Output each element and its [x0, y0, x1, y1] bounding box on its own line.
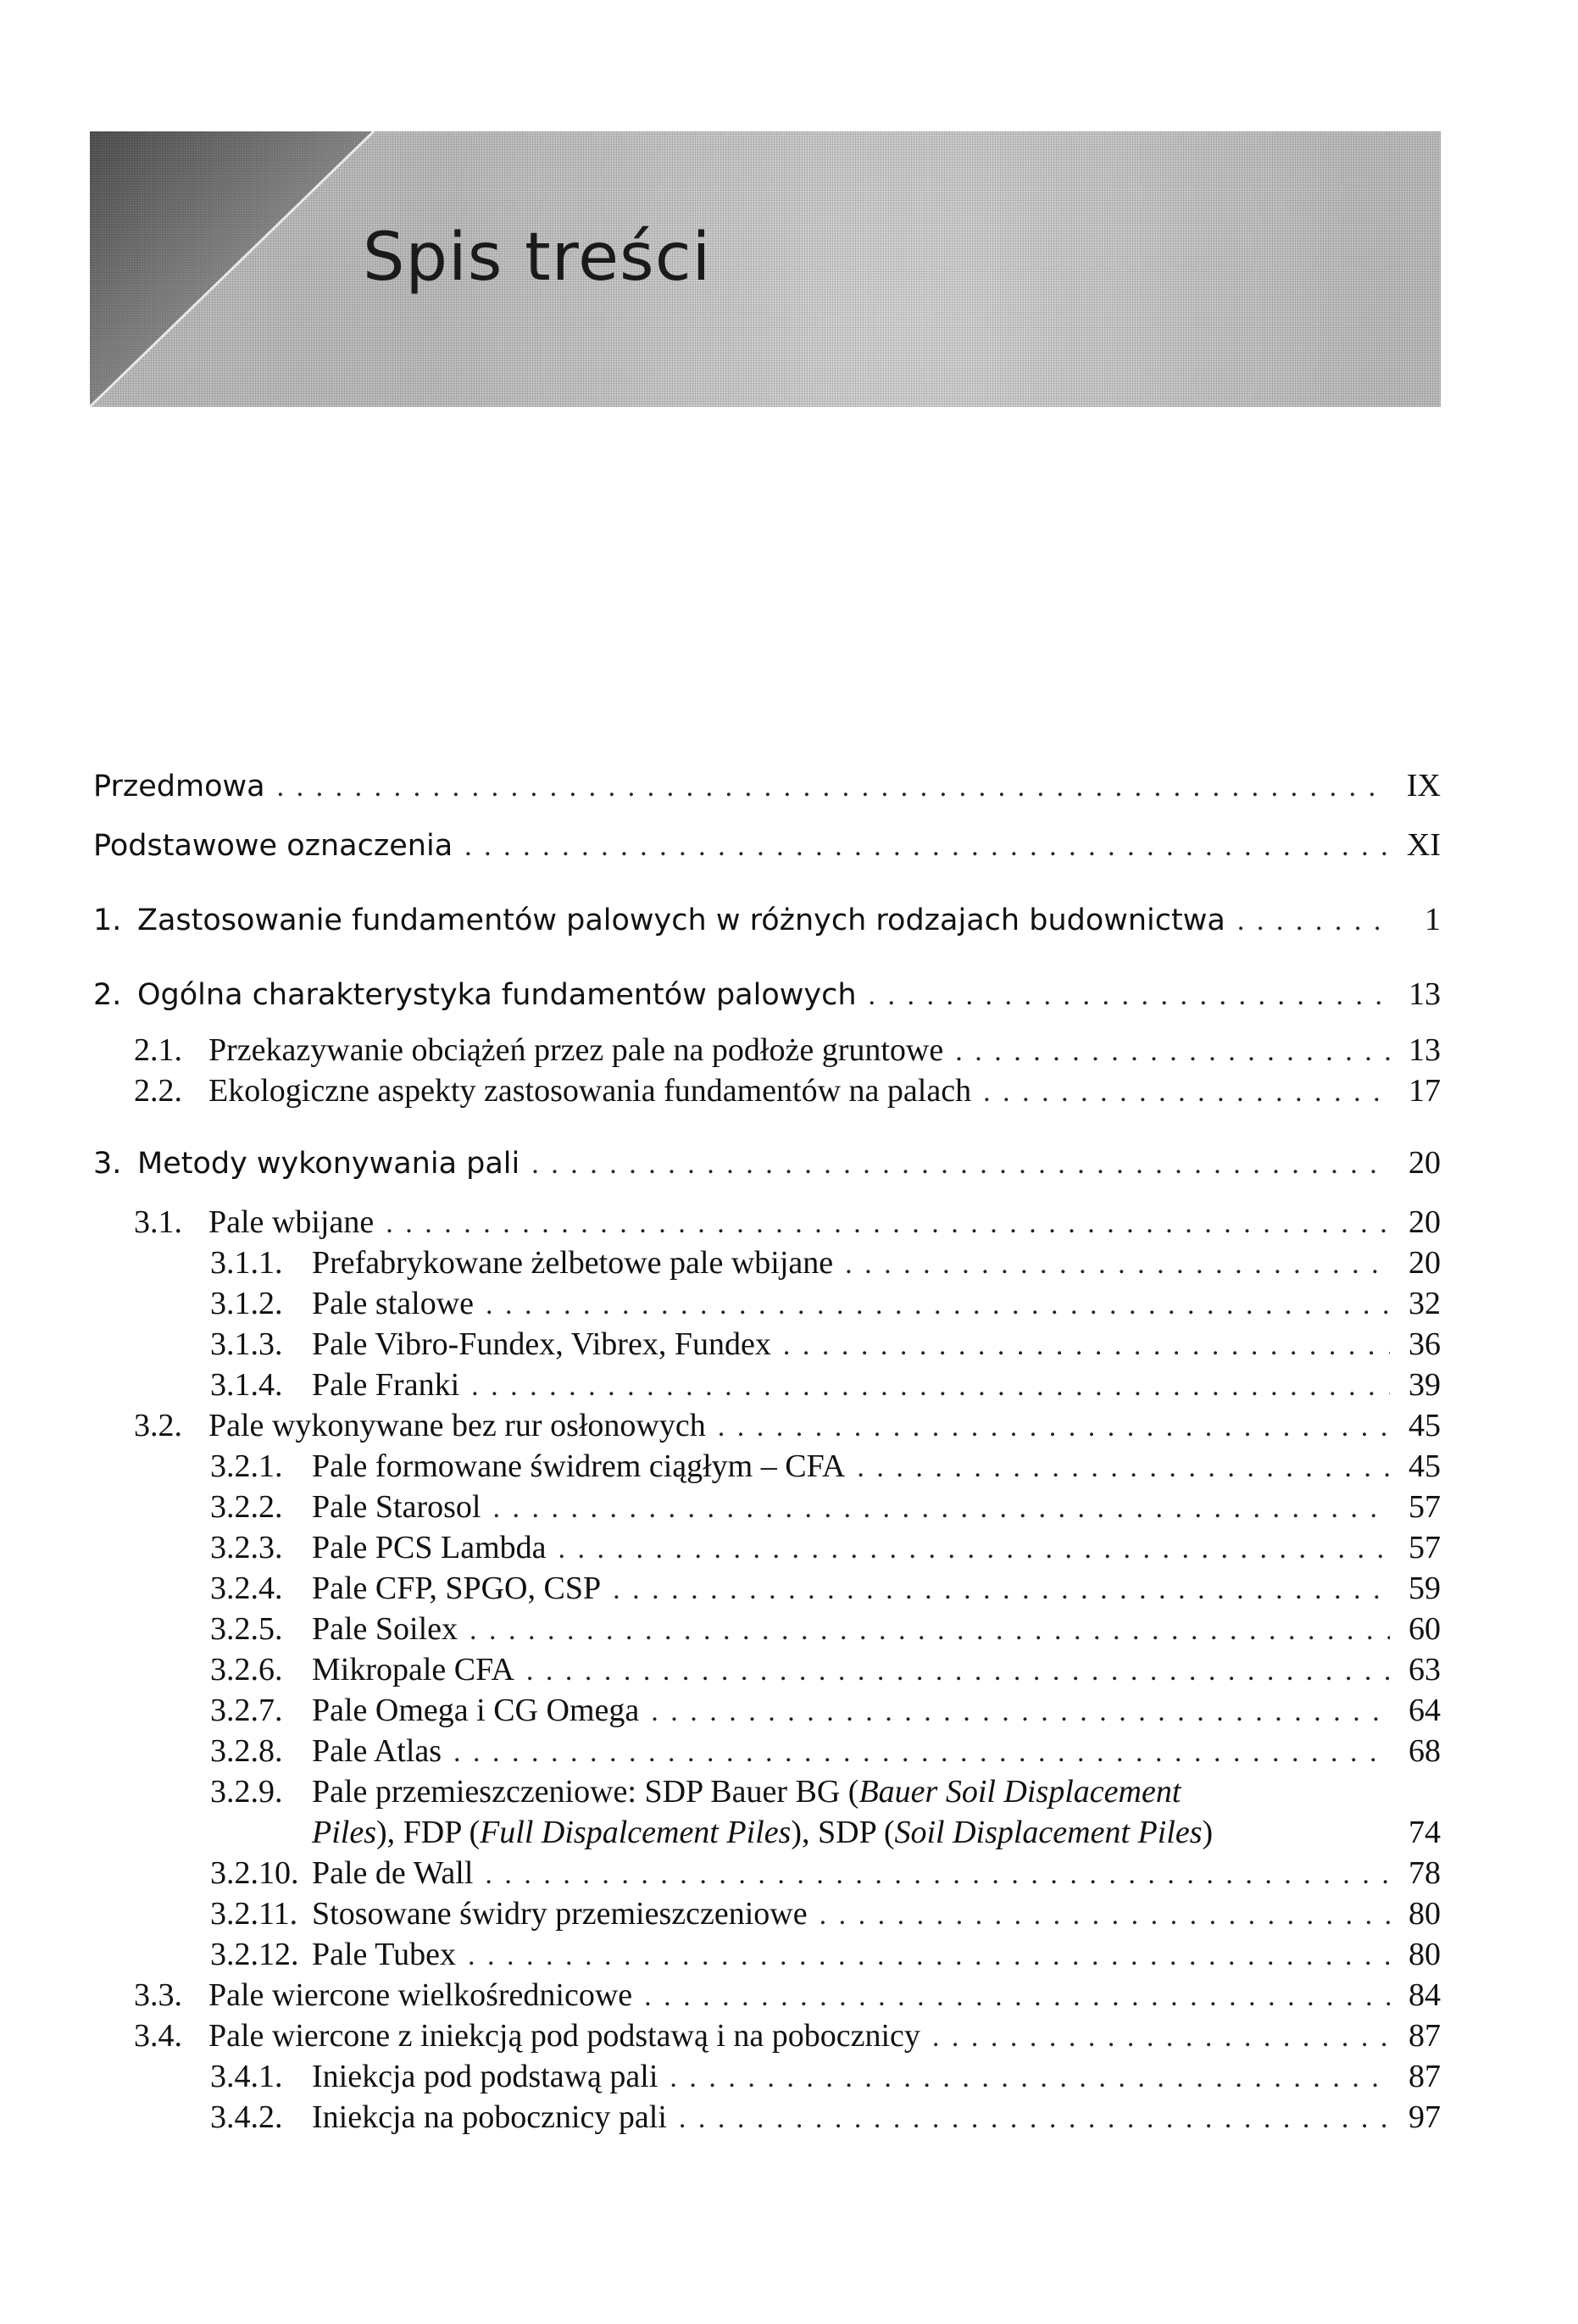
toc-title: Pale de Wall	[312, 1855, 474, 1891]
toc-entry-3-2-10[interactable]	[93, 1854, 1441, 1893]
dot-leader	[857, 1452, 1390, 1484]
dot-leader	[277, 771, 1390, 803]
toc-entry-3-2-12[interactable]	[93, 1936, 1441, 1975]
dot-leader	[983, 1076, 1390, 1109]
dot-leader	[1237, 905, 1390, 937]
toc-title: Pale wykonywane bez rur osłonowych	[208, 1408, 706, 1443]
toc-page: 20	[1409, 1145, 1441, 1181]
toc-entry-chapter-2[interactable]	[93, 976, 1441, 1015]
toc-title: Pale Vibro-Fundex, Vibrex, Fundex	[312, 1326, 771, 1362]
toc-title: Iniekcja pod podstawą pali	[312, 2059, 658, 2094]
toc-entry-oznaczenia[interactable]	[93, 826, 1441, 865]
toc-title: Iniekcja na pobocznicy pali	[312, 2099, 667, 2135]
toc-title: Pale Starosol	[312, 1489, 481, 1525]
toc-number: 3.4.1.	[210, 2059, 283, 2094]
toc-title: Pale CFP, SPGO, CSP	[312, 1571, 602, 1606]
toc-title-part: ), SDP (	[791, 1815, 895, 1850]
toc-page: 17	[1409, 1073, 1441, 1109]
toc-page: 63	[1409, 1652, 1441, 1687]
toc-entry-3-2-8[interactable]	[93, 1732, 1441, 1771]
toc-number: 3.2.10.	[210, 1855, 299, 1891]
toc-number: 2.2.	[134, 1073, 182, 1109]
toc-number: 3.2.7.	[210, 1693, 283, 1728]
toc-number: 2.	[93, 978, 122, 1012]
toc-page: 57	[1409, 1530, 1441, 1565]
toc-title: Zastosowanie fundamentów palowych w różnych rodzajach budownictwa	[137, 903, 1225, 937]
toc-title: Przekazywanie obciążeń przez pale na podłoże gruntowe	[208, 1032, 944, 1068]
toc-page: 45	[1409, 1408, 1441, 1443]
toc-page: 45	[1409, 1448, 1441, 1484]
dot-leader	[718, 1411, 1390, 1443]
header-banner	[90, 131, 1441, 407]
toc-entry-chapter-3[interactable]	[93, 1144, 1441, 1183]
toc-page: 74	[1409, 1815, 1441, 1850]
dot-leader	[670, 2062, 1390, 2094]
toc-number: 2.1.	[134, 1032, 182, 1068]
toc-number: 3.2.	[134, 1408, 182, 1443]
toc-number: 3.2.9.	[210, 1774, 283, 1810]
toc-page: 78	[1409, 1855, 1441, 1891]
toc-number: 3.2.5.	[210, 1611, 283, 1647]
toc-page: 87	[1409, 2059, 1441, 2094]
toc-title: Podstawowe oznaczenia	[93, 829, 453, 863]
toc-title: Ogólna charakterystyka fundamentów palowych	[137, 978, 857, 1012]
toc-title-part: Pale przemieszczeniowe: SDP Bauer BG (	[312, 1774, 859, 1810]
dot-leader	[470, 1615, 1390, 1647]
dot-leader	[492, 1493, 1390, 1525]
toc-entry-3-1-4[interactable]	[93, 1366, 1441, 1405]
toc-number: 3.2.4.	[210, 1571, 283, 1606]
dot-leader	[955, 1036, 1390, 1068]
dot-leader	[651, 1696, 1390, 1728]
toc-title: Pale formowane świdrem ciągłym – CFA	[312, 1448, 846, 1484]
dot-leader	[644, 1981, 1390, 2013]
toc-title-italic: Full Dispalcement Piles	[480, 1815, 792, 1850]
toc-number: 3.2.2.	[210, 1489, 283, 1525]
toc-entry-3-4-1[interactable]	[93, 2058, 1441, 2097]
toc-entry-3-4-2[interactable]	[93, 2099, 1441, 2138]
toc-title: Pale wiercone wielkośrednicowe	[208, 1977, 633, 2013]
toc-title: Pale Tubex	[312, 1937, 456, 1972]
toc-title: Pale stalowe	[312, 1286, 475, 1321]
dot-leader	[531, 1148, 1390, 1181]
toc-entry-3-2-3[interactable]	[93, 1529, 1441, 1568]
toc-number: 3.1.4.	[210, 1367, 283, 1403]
dot-leader	[869, 980, 1390, 1012]
toc-entry-3-2-2[interactable]	[93, 1488, 1441, 1527]
toc-title: Pale Atlas	[312, 1733, 442, 1769]
toc-entry-przedmowa[interactable]	[93, 767, 1441, 806]
toc-title: Stosowane świdry przemieszczeniowe	[312, 1896, 808, 1932]
toc-entry-3-1[interactable]	[93, 1204, 1441, 1243]
toc-page: 64	[1409, 1693, 1441, 1728]
toc-title: Pale Soilex	[312, 1611, 458, 1647]
toc-page: 80	[1409, 1896, 1441, 1932]
toc-title: Przedmowa	[93, 770, 265, 803]
page-title: Spis treści	[363, 220, 712, 296]
toc-entry-2-2[interactable]	[93, 1072, 1441, 1111]
toc-page: XI	[1406, 827, 1441, 863]
toc-page: 36	[1409, 1326, 1441, 1362]
toc-title: Pale Omega i CG Omega	[312, 1693, 640, 1728]
toc-number: 3.2.8.	[210, 1733, 283, 1769]
toc-title-part: ), FDP (	[375, 1815, 481, 1850]
toc-title-part: )	[1202, 1815, 1214, 1850]
toc-number: 3.3.	[134, 1977, 182, 2013]
toc-page: 59	[1409, 1571, 1441, 1606]
toc-entry-2-1[interactable]	[93, 1031, 1441, 1070]
toc-entry-3-2-1[interactable]	[93, 1448, 1441, 1487]
toc-number: 3.1.1.	[210, 1245, 283, 1281]
toc-number: 3.4.	[134, 2018, 182, 2054]
dot-leader	[613, 1574, 1390, 1606]
dot-leader	[464, 831, 1390, 863]
toc-number: 3.1.	[134, 1204, 182, 1240]
dot-leader	[783, 1330, 1390, 1362]
toc-page: IX	[1406, 768, 1441, 803]
toc-title: Pale wbijane	[208, 1204, 375, 1240]
toc-page: 20	[1409, 1245, 1441, 1281]
dot-leader	[468, 1940, 1390, 1972]
toc-number: 3.2.6.	[210, 1652, 283, 1687]
toc-number: 3.	[93, 1147, 122, 1181]
toc-number: 3.2.3.	[210, 1530, 283, 1565]
toc-entry-chapter-1[interactable]	[93, 901, 1441, 940]
toc-page: 32	[1409, 1286, 1441, 1321]
dot-leader	[485, 1859, 1390, 1891]
toc-entry-3-2-5[interactable]	[93, 1610, 1441, 1649]
toc-page: 68	[1409, 1733, 1441, 1769]
toc-title: Pale Franki	[312, 1367, 460, 1403]
toc-page: 84	[1409, 1977, 1441, 2013]
toc-page: 80	[1409, 1937, 1441, 1972]
toc-entry-3-2-9[interactable]	[93, 1773, 1441, 1854]
toc-page: 57	[1409, 1489, 1441, 1525]
dot-leader	[932, 2021, 1390, 2054]
toc-page: 39	[1409, 1367, 1441, 1403]
toc-entry-3-2-7[interactable]	[93, 1692, 1441, 1731]
toc-title: Prefabrykowane żelbetowe pale wbijane	[312, 1245, 834, 1281]
toc-number: 3.1.2.	[210, 1286, 283, 1321]
toc-page: 13	[1409, 1032, 1441, 1068]
toc-number: 1.	[93, 903, 122, 937]
toc-entry-3-2-6[interactable]	[93, 1651, 1441, 1690]
banner-decoration	[90, 131, 1441, 407]
toc-title-italic: Piles	[312, 1815, 376, 1850]
toc-title: Ekologiczne aspekty zastosowania fundamentów na palach	[208, 1073, 972, 1109]
dot-leader	[679, 2103, 1390, 2135]
toc-title: Metody wykonywania pali	[137, 1147, 520, 1181]
toc-entry-3-4[interactable]	[93, 2017, 1441, 2056]
dot-leader	[820, 1899, 1390, 1932]
toc-title-italic: Soil Displacement Piles	[894, 1815, 1203, 1850]
toc-title: Pale wiercone z iniekcją pod podstawą i na pobocznicy	[208, 2018, 920, 2054]
toc-entry-3-1-3[interactable]	[93, 1326, 1441, 1365]
toc-entry-3-2[interactable]	[93, 1407, 1441, 1446]
toc-page: 97	[1409, 2099, 1441, 2135]
toc-page: 87	[1409, 2018, 1441, 2054]
toc-title: Mikropale CFA	[312, 1652, 514, 1687]
toc-number: 3.2.11.	[210, 1896, 298, 1932]
toc-entry-3-1-1[interactable]	[93, 1244, 1441, 1283]
dot-leader	[386, 1208, 1390, 1240]
toc-number: 3.2.12.	[210, 1937, 299, 1972]
toc-title: Pale PCS Lambda	[312, 1530, 547, 1565]
toc-entry-3-1-2[interactable]	[93, 1285, 1441, 1324]
toc-entry-3-3[interactable]	[93, 1977, 1441, 2015]
toc-number: 3.2.1.	[210, 1448, 283, 1484]
dot-leader	[526, 1655, 1390, 1687]
toc-page: 13	[1409, 976, 1441, 1012]
toc-number: 3.1.3.	[210, 1326, 283, 1362]
dot-leader	[558, 1533, 1390, 1565]
dot-leader	[845, 1248, 1390, 1281]
toc-number: 3.4.2.	[210, 2099, 283, 2135]
dot-leader	[453, 1737, 1390, 1769]
toc-page: 60	[1409, 1611, 1441, 1647]
toc-entry-3-2-4[interactable]	[93, 1570, 1441, 1609]
dot-leader	[471, 1370, 1390, 1403]
toc-page: 1	[1425, 902, 1441, 937]
toc-page: 20	[1409, 1204, 1441, 1240]
toc-title-italic: Bauer Soil Displacement	[858, 1774, 1181, 1810]
toc-entry-3-2-11[interactable]	[93, 1895, 1441, 1934]
dot-leader	[486, 1289, 1390, 1321]
